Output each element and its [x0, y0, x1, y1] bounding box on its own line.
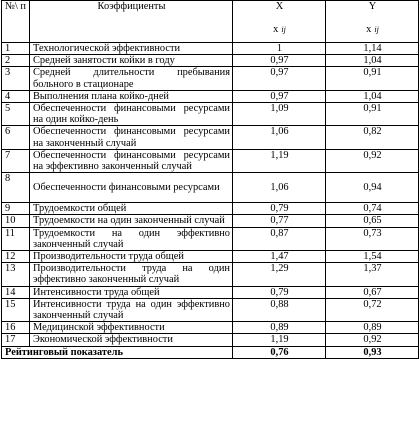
table-row [2, 103, 419, 126]
row-y: 0,92 [326, 334, 419, 346]
row-x: 0,97 [233, 67, 326, 90]
row-name: Интенсивности труда на один эффективно законченный случай [30, 298, 233, 321]
row-x: 0,77 [233, 215, 326, 227]
row-x: 1,19 [233, 334, 326, 346]
table-row [2, 298, 419, 321]
table-row [2, 227, 419, 250]
table-row [2, 215, 419, 227]
row-x: 0,79 [233, 203, 326, 215]
row-name: Медицинской эффективности [30, 322, 233, 334]
row-y: 0,94 [326, 173, 419, 203]
table-row [2, 126, 419, 149]
row-num: 3 [2, 67, 30, 90]
header-num: №\ п [2, 1, 30, 43]
row-x: 0,89 [233, 322, 326, 334]
coefficients-table [1, 0, 419, 359]
total-label: Рейтинговый показатель [2, 346, 233, 358]
row-y: 0,73 [326, 227, 419, 250]
header-y [326, 1, 419, 43]
row-name: Обеспеченности финансовыми ресурсами [30, 173, 233, 203]
table-row [2, 263, 419, 286]
row-num: 17 [2, 334, 30, 346]
row-x: 1,09 [233, 103, 326, 126]
table-row [2, 322, 419, 334]
row-y: 0,65 [326, 215, 419, 227]
table-row [2, 173, 419, 203]
row-name: Технологической эффективности [30, 43, 233, 55]
row-num: 11 [2, 227, 30, 250]
row-name: Обеспеченности финансовыми ресурсами на эффективно законченный случай [30, 149, 233, 172]
row-y: 1,04 [326, 55, 419, 67]
header-row [2, 1, 419, 43]
row-x: 0,97 [233, 90, 326, 102]
row-name: Выполнения плана койко-дней [30, 90, 233, 102]
total-y: 0,93 [326, 346, 419, 358]
row-name: Средней длительности пребывания больного в стационаре [30, 67, 233, 90]
header-coefficients: Коэффициенты [30, 1, 233, 43]
row-y: 0,89 [326, 322, 419, 334]
row-name: Средней занятости койки в году [30, 55, 233, 67]
row-x: 0,97 [233, 55, 326, 67]
row-y: 1,37 [326, 263, 419, 286]
row-num: 16 [2, 322, 30, 334]
table-row [2, 286, 419, 298]
row-name: Обеспеченности финансовыми ресурсами на один койко-день [30, 103, 233, 126]
row-y: 0,82 [326, 126, 419, 149]
table-row [2, 334, 419, 346]
table-row [2, 203, 419, 215]
header-y-sub: х ij [366, 24, 379, 36]
table-row [2, 67, 419, 90]
row-name: Трудоемкости на один эффективно законченный случай [30, 227, 233, 250]
header-x [233, 1, 326, 43]
row-y: 1,04 [326, 90, 419, 102]
row-x: 0,79 [233, 286, 326, 298]
row-num: 2 [2, 55, 30, 67]
row-num: 12 [2, 251, 30, 263]
row-y: 0,91 [326, 103, 419, 126]
row-num: 9 [2, 203, 30, 215]
row-y: 0,67 [326, 286, 419, 298]
row-num: 14 [2, 286, 30, 298]
row-y: 1,14 [326, 43, 419, 55]
row-num: 8 [2, 173, 30, 203]
table-row [2, 55, 419, 67]
row-y: 0,91 [326, 67, 419, 90]
total-row [2, 346, 419, 358]
table-row [2, 149, 419, 172]
row-num: 13 [2, 263, 30, 286]
row-num: 1 [2, 43, 30, 55]
row-num: 4 [2, 90, 30, 102]
row-x: 0,88 [233, 298, 326, 321]
row-name: Интенсивности труда общей [30, 286, 233, 298]
table-row [2, 43, 419, 55]
row-x: 1,29 [233, 263, 326, 286]
row-x: 1,19 [233, 149, 326, 172]
row-x: 1 [233, 43, 326, 55]
row-y: 1,54 [326, 251, 419, 263]
row-name: Производительности труда на один эффективно законченный случай [30, 263, 233, 286]
total-x: 0,76 [233, 346, 326, 358]
table-row [2, 251, 419, 263]
row-x: 0,87 [233, 227, 326, 250]
row-num: 6 [2, 126, 30, 149]
row-y: 0,74 [326, 203, 419, 215]
row-y: 0,72 [326, 298, 419, 321]
header-y-label: Y [368, 1, 377, 12]
header-x-label: X [275, 1, 284, 12]
row-x: 1,47 [233, 251, 326, 263]
row-num: 10 [2, 215, 30, 227]
row-x: 1,06 [233, 173, 326, 203]
row-num: 7 [2, 149, 30, 172]
row-name: Трудоемкости на один законченный случай [30, 215, 233, 227]
row-num: 15 [2, 298, 30, 321]
row-name: Экономической эффективности [30, 334, 233, 346]
row-y: 0,92 [326, 149, 419, 172]
row-name: Трудоемкости общей [30, 203, 233, 215]
header-x-sub: х ij [273, 24, 286, 36]
row-x: 1,06 [233, 126, 326, 149]
row-num: 5 [2, 103, 30, 126]
table-row [2, 90, 419, 102]
row-name: Производительности труда общей [30, 251, 233, 263]
row-name: Обеспеченности финансовыми ресурсами на законченный случай [30, 126, 233, 149]
